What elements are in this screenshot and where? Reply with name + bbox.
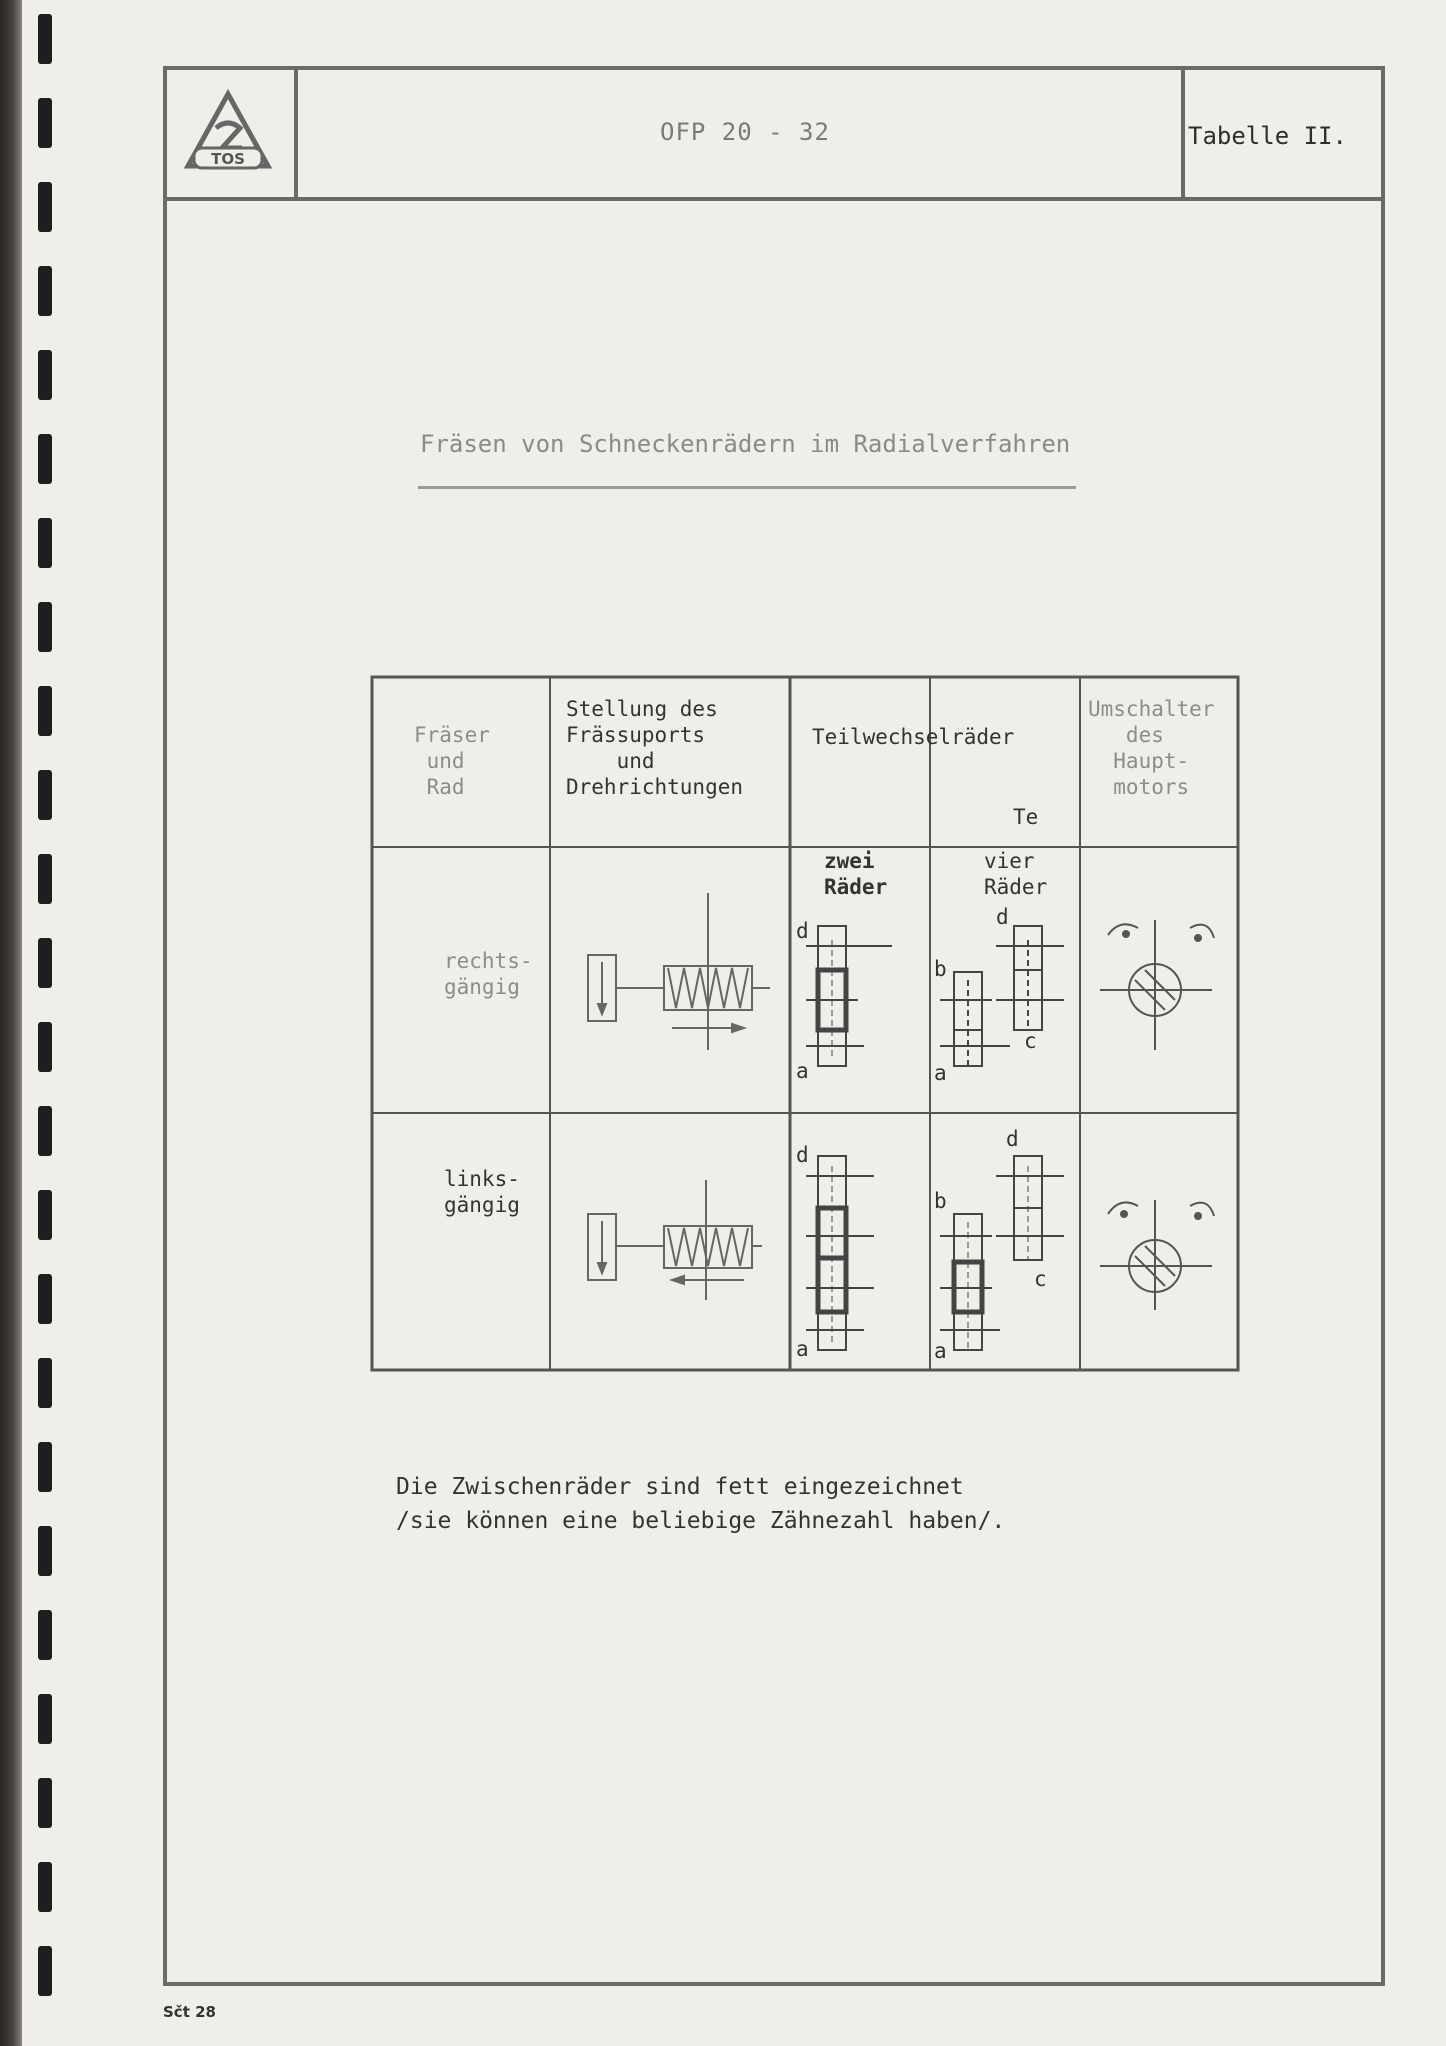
- gear-label-c: c: [1034, 1267, 1047, 1291]
- document-code: OFP 20 - 32: [660, 118, 830, 146]
- cutter-position-right-hand: [588, 893, 770, 1050]
- gear-label-d: d: [996, 905, 1009, 929]
- gear-label-b: b: [934, 957, 947, 981]
- header-cutter-and-wheel: Fräser und Rad: [414, 723, 490, 799]
- header-motor-switch: Umschalter des Haupt- motors: [1088, 697, 1215, 799]
- row-label-left-hand: links- gängig: [444, 1167, 520, 1217]
- gear-train-two-gears-left: [806, 1156, 874, 1350]
- gear-label-a: a: [934, 1339, 947, 1363]
- footer-code: Sčt 28: [163, 2003, 216, 2021]
- subheader-two-gears: zwei Räder: [824, 849, 888, 899]
- gear-label-d: d: [1006, 1127, 1019, 1151]
- motor-switch-left: [1100, 1200, 1214, 1310]
- gear-train-two-gears-right: [806, 926, 892, 1066]
- gear-label-d: d: [796, 1143, 809, 1167]
- note-line-2: /sie können eine beliebige Zähnezahl haben/.: [396, 1508, 1006, 1534]
- table-label: Tabelle II.: [1188, 122, 1347, 150]
- motor-switch-right: [1100, 920, 1214, 1050]
- header-change-gears: Teilwechselräder: [812, 725, 1015, 749]
- gear-label-a: a: [934, 1061, 947, 1085]
- gear-train-four-gears-left: [940, 1156, 1064, 1350]
- gear-label-d: d: [796, 919, 809, 943]
- gear-label-a: a: [796, 1059, 809, 1083]
- gear-label-b: b: [934, 1189, 947, 1213]
- cutter-position-left-hand: [588, 1180, 762, 1300]
- gear-train-four-gears-right: [940, 926, 1064, 1066]
- logo-text: TOS: [211, 150, 245, 168]
- gear-label-a: a: [796, 1337, 809, 1361]
- header-cutter-position: Stellung des Frässuports und Drehrichtungen: [566, 697, 744, 799]
- header-te: Te: [1013, 805, 1039, 829]
- gear-label-c: c: [1024, 1029, 1037, 1053]
- page-title: Fräsen von Schneckenrädern im Radialverfahren: [420, 430, 1071, 458]
- note-line-1: Die Zwischenräder sind fett eingezeichnet: [396, 1474, 964, 1500]
- subheader-four-gears: vier Räder: [984, 849, 1048, 899]
- row-label-right-hand: rechts- gängig: [444, 949, 533, 999]
